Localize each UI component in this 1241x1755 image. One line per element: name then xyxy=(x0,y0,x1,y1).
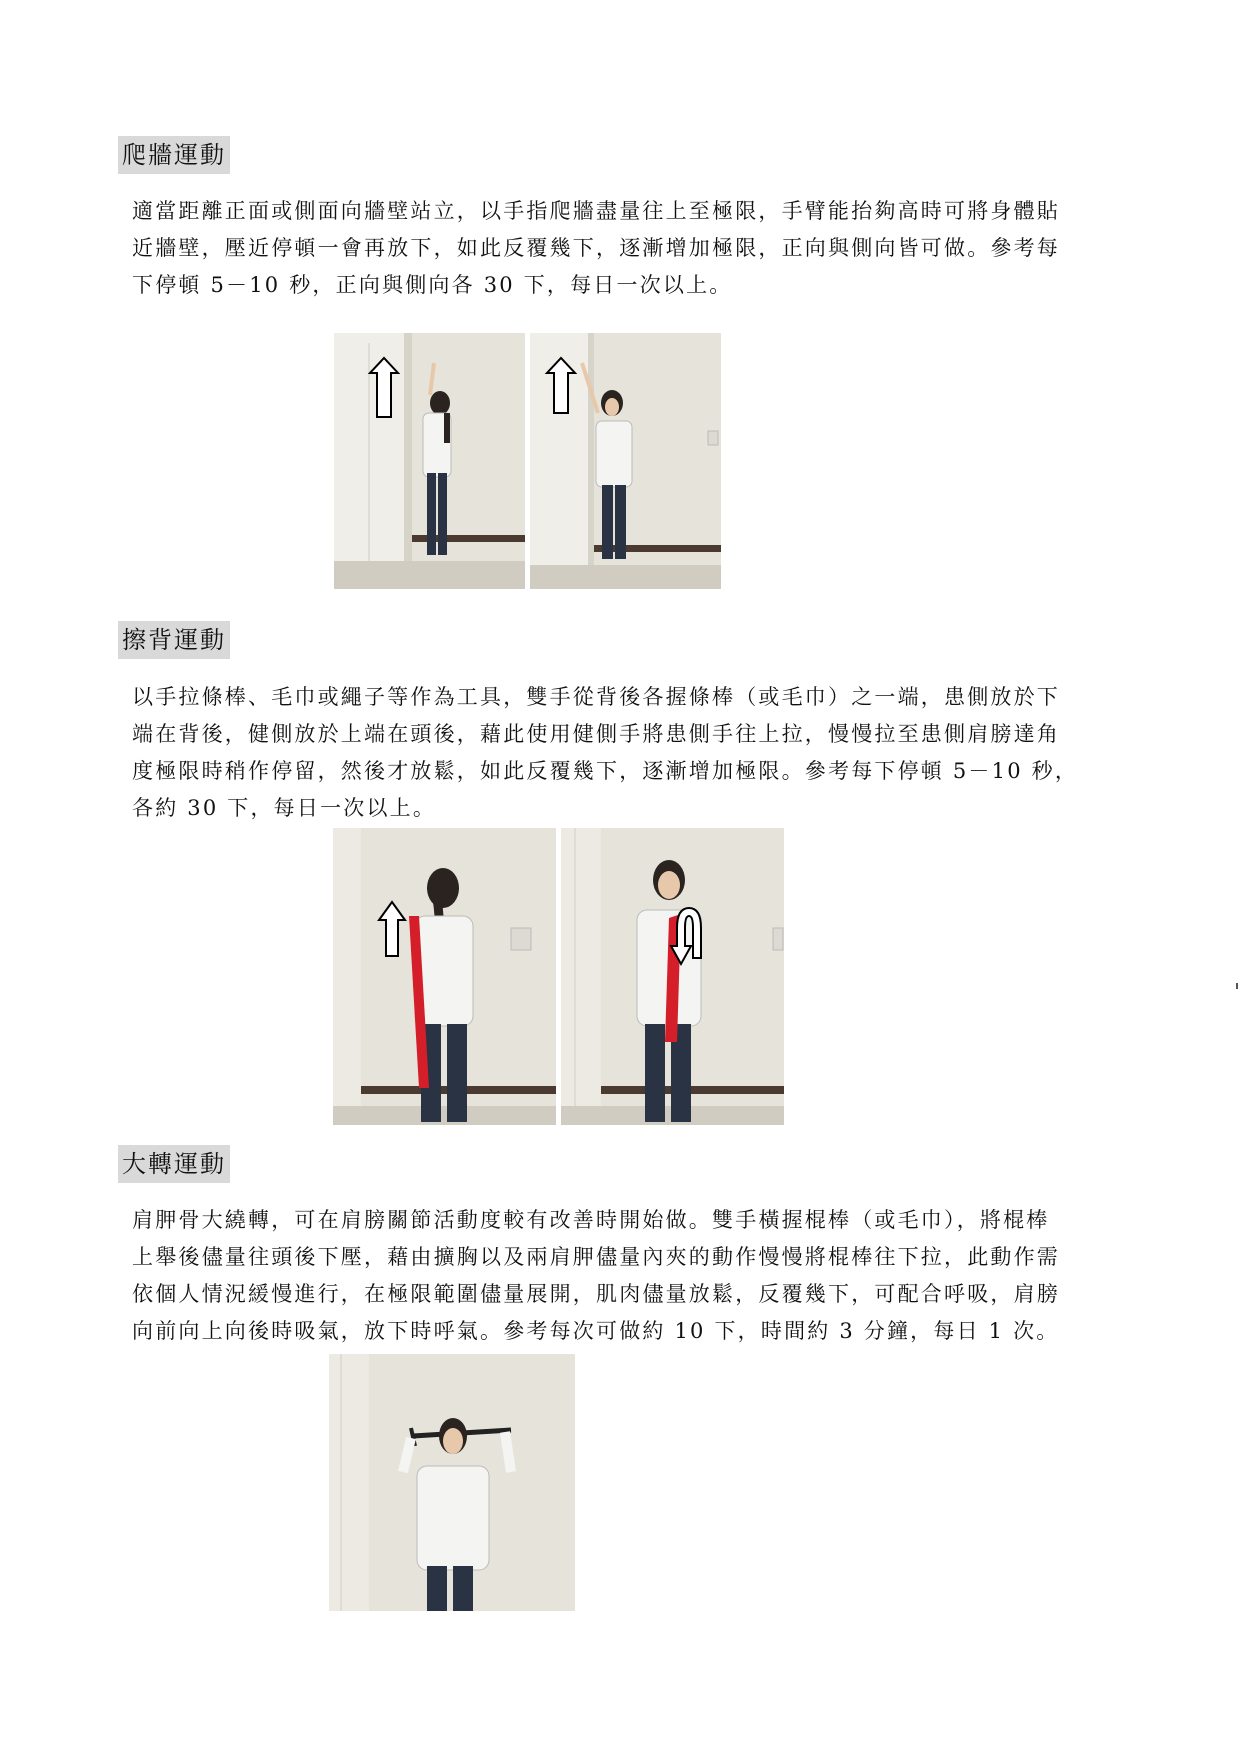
paragraph-line: 下停頓 5－10 秒，正向與側向各 30 下，每日一次以上。 xyxy=(132,273,733,297)
photo-back-rub-front xyxy=(561,828,784,1125)
section-heading-wall-climb: 爬牆運動 xyxy=(118,136,230,174)
photo-back-rub-rear xyxy=(333,828,556,1125)
section-paragraph-wall-climb xyxy=(132,193,1122,304)
section-heading-big-rotation: 大轉運動 xyxy=(118,1145,230,1183)
section-heading-back-rub: 擦背運動 xyxy=(118,621,230,659)
paragraph-line: 近牆壁，壓近停頓一會再放下，如此反覆幾下，逐漸增加極限，正向與側向皆可做。參考每 xyxy=(132,236,1060,260)
paragraph-line: 端在背後，健側放於上端在頭後，藉此使用健側手將患側手往上拉，慢慢拉至患側肩膀達角 xyxy=(132,722,1060,746)
paragraph-line: 度極限時稍作停留，然後才放鬆，如此反覆幾下，逐漸增加極限。參考每下停頓 5－10 秒， xyxy=(132,759,1079,783)
paragraph-line: 依個人情況緩慢進行，在極限範圍儘量展開，肌肉儘量放鬆，反覆幾下，可配合呼吸，肩膀 xyxy=(132,1282,1060,1306)
paragraph-line: 向前向上向後時吸氣，放下時呼氣。參考每次可做約 10 下，時間約 3 分鐘，每日 1 次。 xyxy=(132,1319,1060,1343)
photo-big-rotation xyxy=(329,1354,575,1611)
paragraph-line: 各約 30 下，每日一次以上。 xyxy=(132,796,437,820)
photo-wall-climb-side xyxy=(334,333,525,589)
paragraph-line: 肩胛骨大繞轉，可在肩膀關節活動度較有改善時開始做。雙手橫握棍棒（或毛巾），將棍棒 xyxy=(132,1208,1050,1232)
section-paragraph-big-rotation xyxy=(132,1202,1122,1350)
photo-wall-climb-front xyxy=(530,333,721,589)
stray-mark xyxy=(1236,983,1238,989)
paragraph-line: 以手拉條棒、毛巾或繩子等作為工具，雙手從背後各握條棒（或毛巾）之一端，患側放於下 xyxy=(132,685,1060,709)
section-paragraph-back-rub xyxy=(132,679,1122,827)
paragraph-line: 適當距離正面或側面向牆壁站立，以手指爬牆盡量往上至極限，手臂能抬夠高時可將身體貼 xyxy=(132,199,1060,223)
paragraph-line: 上舉後儘量往頭後下壓，藉由擴胸以及兩肩胛儘量內夾的動作慢慢將棍棒往下拉，此動作需 xyxy=(132,1245,1060,1269)
